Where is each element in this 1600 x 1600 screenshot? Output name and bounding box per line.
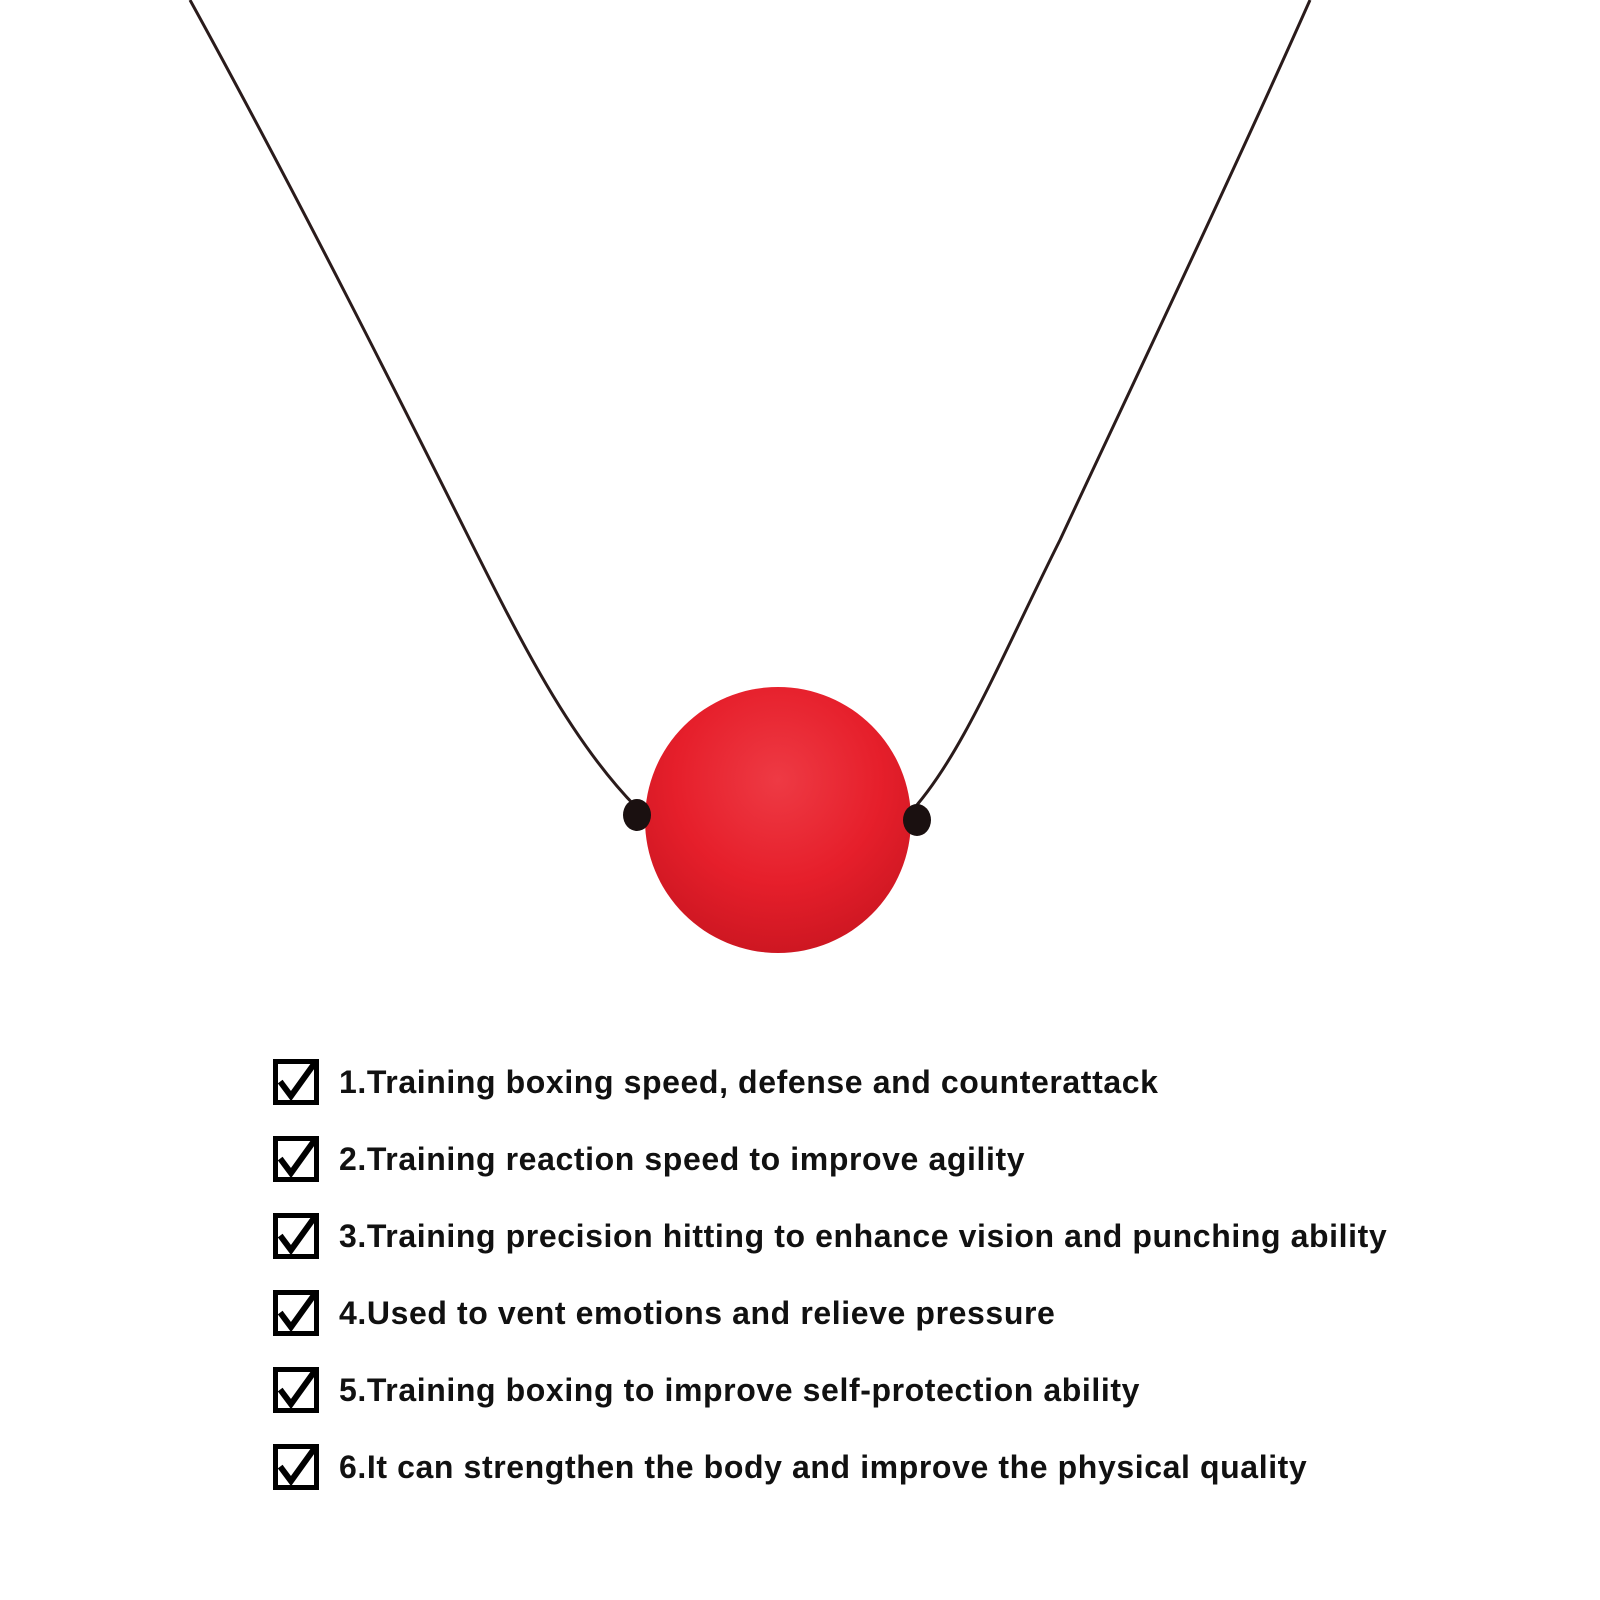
feature-text: 3.Training precision hitting to enhance vision and punching ability	[339, 1218, 1388, 1254]
feature-text: 2.Training reaction speed to improve agility	[339, 1141, 1026, 1177]
checkbox-checked-icon	[273, 1213, 319, 1259]
feature-item	[273, 1059, 1387, 1105]
feature-text: 6.It can strengthen the body and improve the physical quality	[339, 1449, 1308, 1485]
feature-text: 4.Used to vent emotions and relieve pressure	[339, 1295, 1056, 1331]
left-stopper-bead	[623, 799, 651, 831]
feature-text: 5.Training boxing to improve self-protection ability	[339, 1372, 1141, 1408]
feature-list	[273, 1059, 1387, 1521]
right-cord	[908, 0, 1310, 815]
feature-item	[273, 1136, 1387, 1182]
checkbox-checked-icon	[273, 1290, 319, 1336]
left-cord	[190, 0, 637, 808]
right-stopper-bead	[903, 804, 931, 836]
feature-item	[273, 1367, 1387, 1413]
feature-text: 1.Training boxing speed, defense and counterattack	[339, 1064, 1159, 1100]
checkbox-checked-icon	[273, 1136, 319, 1182]
feature-item	[273, 1444, 1387, 1490]
feature-item	[273, 1213, 1387, 1259]
feature-item	[273, 1290, 1387, 1336]
checkbox-checked-icon	[273, 1059, 319, 1105]
checkbox-checked-icon	[273, 1367, 319, 1413]
checkbox-checked-icon	[273, 1444, 319, 1490]
red-ball	[645, 687, 911, 953]
